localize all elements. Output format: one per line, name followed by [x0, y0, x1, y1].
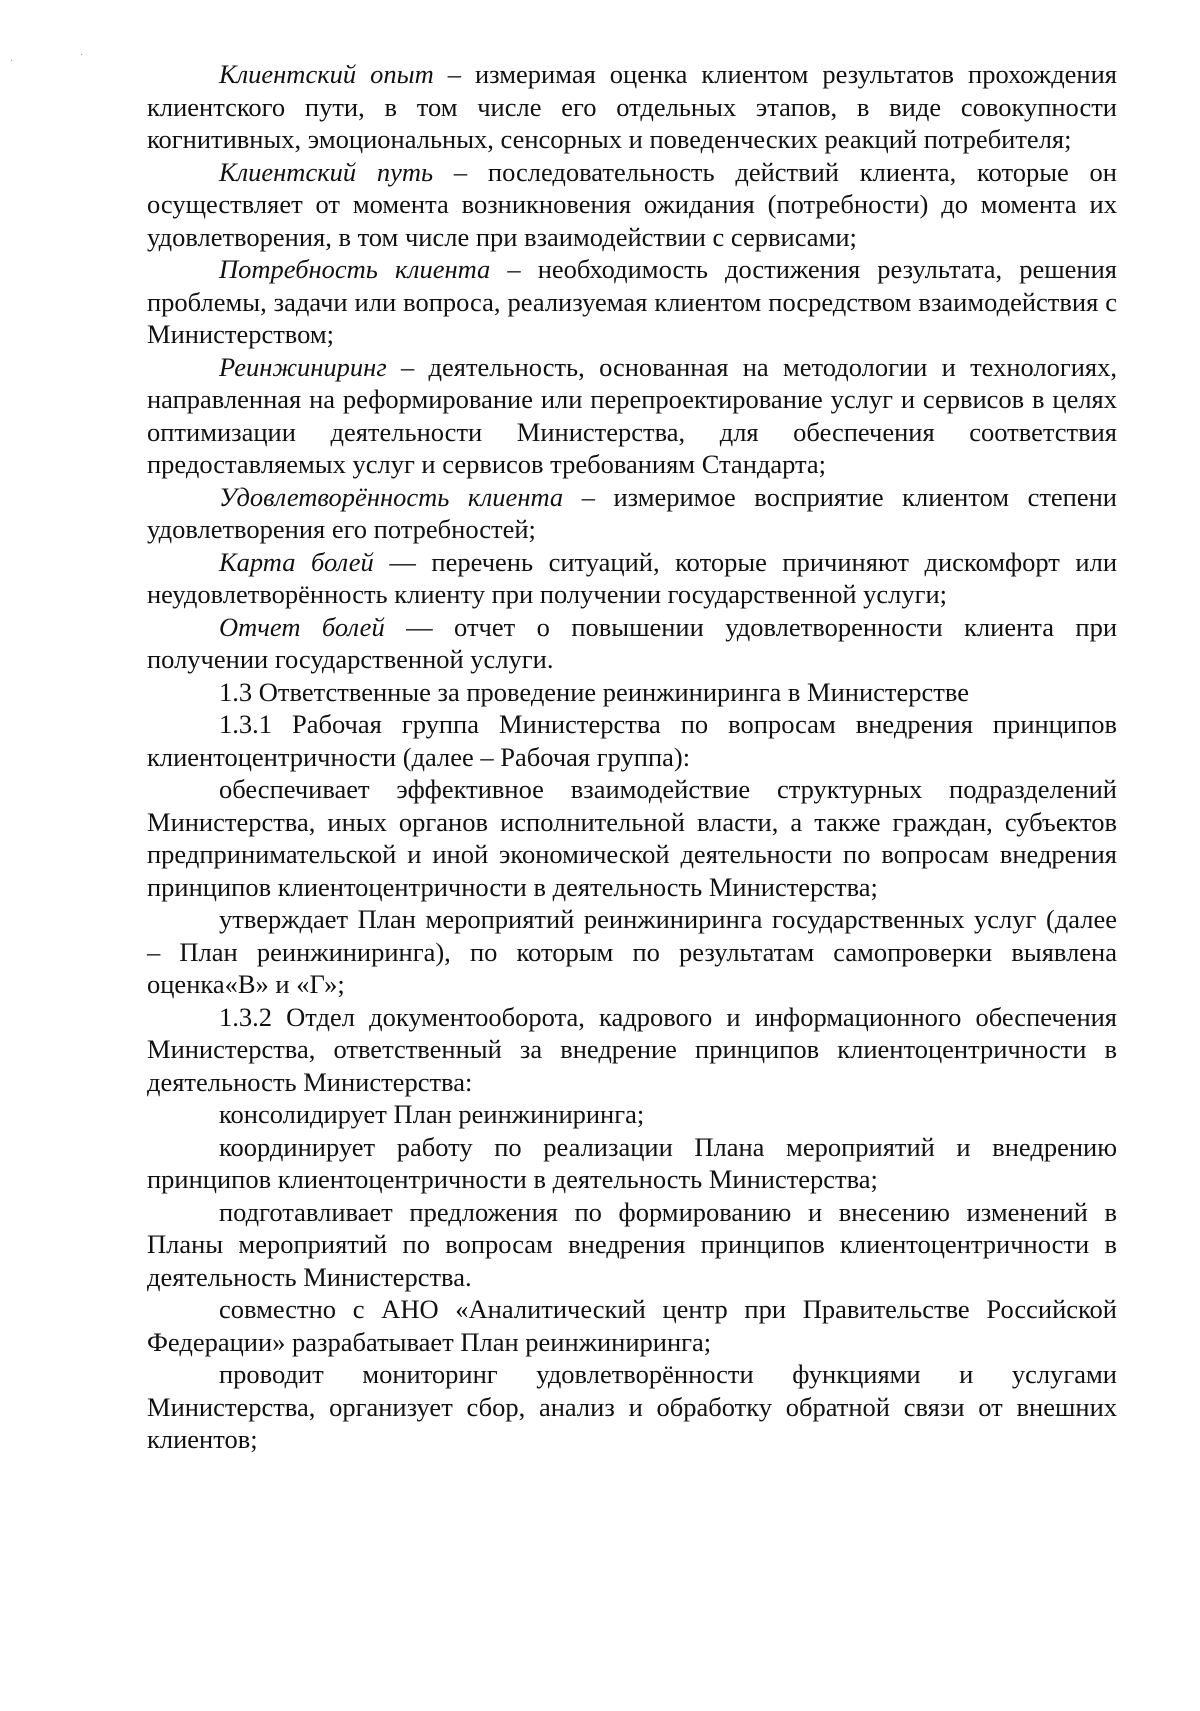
section-heading-text: 1.3 Ответственные за проведение реинжиниринга в Министерстве: [219, 676, 969, 707]
definition-paragraph: [147, 253, 1117, 351]
duty-paragraph: [147, 773, 1117, 903]
term: Клиентский опыт: [219, 59, 434, 89]
section-heading: [147, 676, 1117, 709]
duty-paragraph: [147, 903, 1117, 1001]
paragraph-text: консолидирует План реинжиниринга;: [219, 1099, 645, 1129]
subsection-paragraph: [147, 1001, 1117, 1099]
paragraph-text: совместно с АНО «Аналитический центр при Правительстве Российской Федерации» разрабатывает План реинжиниринга;: [147, 1294, 1117, 1357]
paragraph-text: координирует работу по реализации Плана мероприятий и внедрению принципов клиентоцентричности в деятельность Министерства;: [147, 1131, 1117, 1194]
definition-paragraph: [147, 156, 1117, 254]
term: Удовлетворённость клиента: [219, 481, 564, 512]
duty-paragraph: [147, 1358, 1117, 1456]
definition-text: – измеримая оценка клиентом результатов прохождения клиентского пути, в том числе его отдельных этапов, в виде совокупности когнитивных, эмоциональных, сенсорных и поведенческих реакций потребителя;: [147, 59, 1117, 154]
definition-paragraph: [147, 58, 1117, 156]
definition-text: – необходимость достижения результата, решения проблемы, задачи или вопроса, реализуемая клиентом посредством взаимодействия с Министерством;: [147, 254, 1117, 349]
duty-paragraph: [147, 1131, 1117, 1196]
subsection-paragraph: [147, 708, 1117, 773]
scan-speck: ·: [80, 50, 84, 61]
definition-text: – деятельность, основанная на методологии и технологиях, направленная на реформирование или перепроектирование услуг и сервисов в целях оптимизации деятельности Министерства, для обеспечения соответствия предоставляемых услуг и сервисов требованиям Стандарта;: [147, 351, 1117, 479]
definition-paragraph: [147, 546, 1117, 611]
term: Реинжиниринг: [219, 351, 387, 382]
definition-paragraph: [147, 611, 1117, 676]
paragraph-text: проводит мониторинг удовлетворённости функциями и услугами Министерства, организует сбор, анализ и обработку обратной связи от внешних клиентов;: [147, 1359, 1117, 1454]
scan-speck: ·: [10, 56, 14, 67]
paragraph-text: подготавливает предложения по формированию и внесению изменений в Планы мероприятий по вопросам внедрения принципов клиентоцентричности в деятельность Министерства.: [147, 1196, 1117, 1292]
definition-paragraph: [147, 351, 1117, 481]
definition-text: — отчет о повышении удовлетворенности клиента при получении государственной услуги.: [147, 611, 1117, 674]
paragraph-text: обеспечивает эффективное взаимодействие структурных подразделений Министерства, иных органов исполнительной власти, а также граждан, субъектов предпринимательской и иной экономической деятельности по вопросам внедрения принципов клиентоцентричности в деятельность Министерства;: [147, 774, 1117, 902]
duty-paragraph: [147, 1293, 1117, 1358]
paragraph-text: утверждает План мероприятий реинжиниринга государственных услуг (далее – План реинжиниринга), по которым по результатам самопроверки выявлена оценка«В» и «Г»;: [147, 904, 1117, 999]
term: Клиентский путь: [219, 156, 434, 187]
term: Потребность клиента: [219, 254, 491, 284]
term: Отчет болей: [219, 611, 385, 642]
definition-text: – измеримое восприятие клиентом степени удовлетворения его потребностей;: [147, 481, 1117, 544]
definition-text: – последовательность действий клиента, которые он осуществляет от момента возникновения ожидания (потребности) до момента их удовлетворения, в том числе при взаимодействии с сервисами;: [147, 156, 1117, 252]
paragraph-text: 1.3.1 Рабочая группа Министерства по вопросам внедрения принципов клиентоцентричности (далее – Рабочая группа):: [147, 709, 1117, 772]
document-page: [147, 58, 1117, 1456]
paragraph-text: 1.3.2 Отдел документооборота, кадрового и информационного обеспечения Министерства, ответственный за внедрение принципов клиентоцентричности в деятельность Министерства:: [147, 1001, 1117, 1097]
duty-paragraph: [147, 1098, 1117, 1131]
duty-paragraph: [147, 1196, 1117, 1294]
definition-paragraph: [147, 481, 1117, 546]
definition-text: — перечень ситуаций, которые причиняют дискомфорт или неудовлетворённость клиенту при получении государственной услуги;: [147, 546, 1117, 609]
term: Карта болей: [219, 546, 374, 577]
